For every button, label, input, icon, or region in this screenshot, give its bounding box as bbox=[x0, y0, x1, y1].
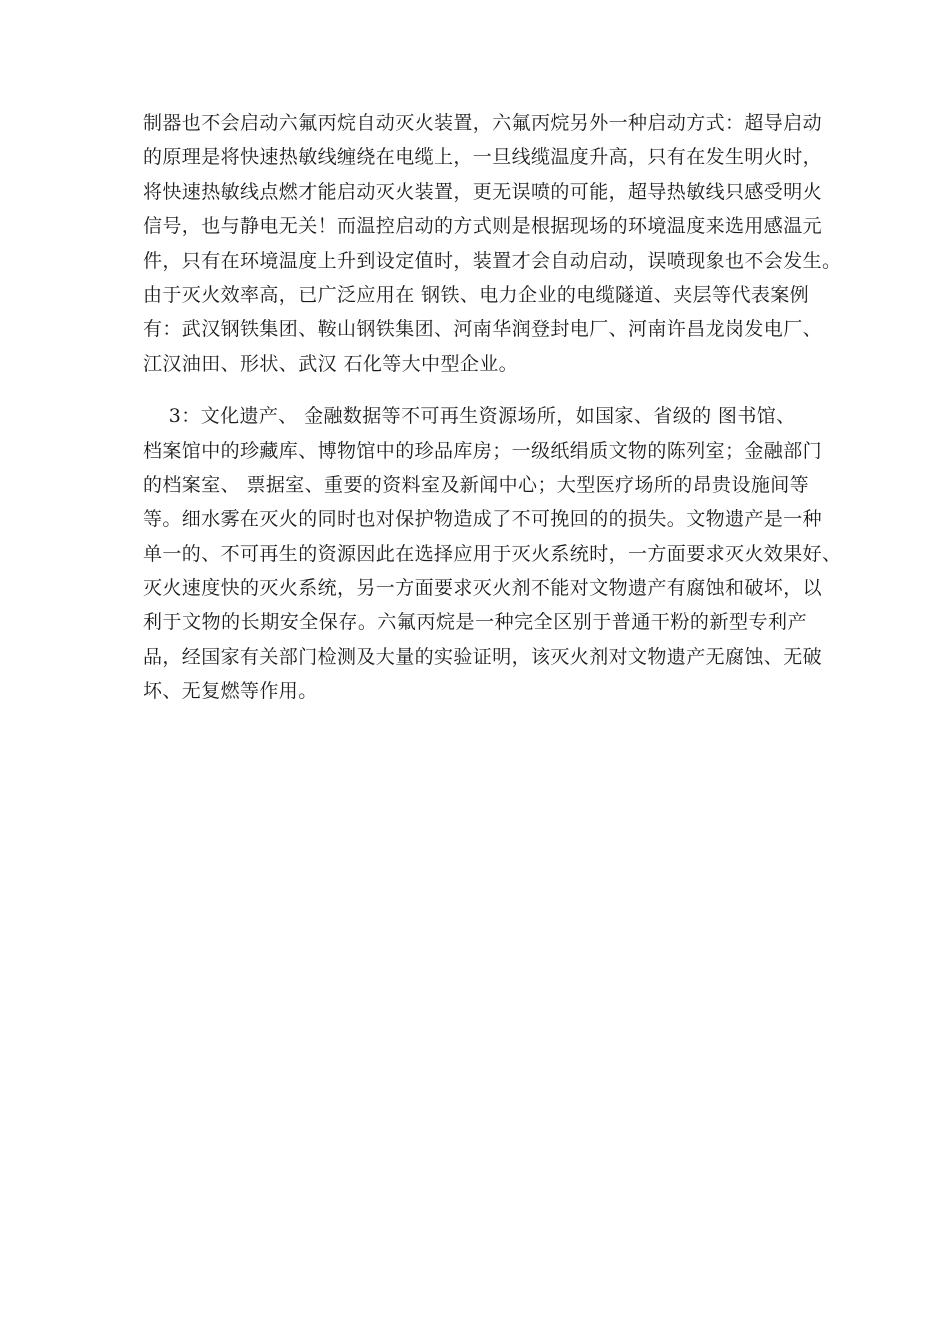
text-line: 的原理是将快速热敏线缠绕在电缆上，一旦线缆温度升高，只有在发生明火时， bbox=[143, 146, 823, 169]
text-line: 将快速热敏线点燃才能启动灭火装置，更无误喷的可能，超导热敏线只感受明火 bbox=[143, 180, 823, 203]
text-line: 的档案室、 票据室、重要的资料室及新闻中心；大型医疗场所的昂贵设施间等 bbox=[143, 473, 810, 496]
text-line: 江汉油田、形状、武汉 石化等大中型企业。 bbox=[143, 352, 519, 375]
text-line: 利于文物的长期安全保存。六氟丙烷是一种完全区别于普通干粉的新型专利产 bbox=[143, 611, 807, 634]
paragraph-cultural-heritage bbox=[143, 399, 842, 709]
text-line: 品，经国家有关部门检测及大量的实验证明，该灭火剂对文物遗产无腐蚀、无破 bbox=[143, 645, 823, 668]
text-line: 3：文化遗产、 金融数据等不可再生资源场所，如国家、省级的 图书馆、 bbox=[143, 405, 796, 428]
text-line: 灭火速度快的灭火系统，另一方面要求灭火剂不能对文物遗产有腐蚀和破坏，以 bbox=[143, 577, 823, 600]
text-line: 单一的、不可再生的资源因此在选择应用于灭火系统时，一方面要求灭火效果好、 bbox=[143, 542, 842, 565]
paragraph-spacer bbox=[143, 381, 807, 399]
text-line: 坏、无复燃等作用。 bbox=[143, 680, 318, 703]
text-line: 信号，也与静电无关！而温控启动的方式则是根据现场的环境温度来选用感温元 bbox=[143, 215, 823, 238]
text-line: 件，只有在环境温度上升到设定值时，装置才会自动启动，误喷现象也不会发生。 bbox=[143, 249, 842, 272]
text-line: 等。细水雾在灭火的同时也对保护物造成了不可挽回的的损失。文物遗产是一种 bbox=[143, 508, 823, 531]
text-line: 档案馆中的珍藏库、博物馆中的珍品库房；一级纸绢质文物的陈列室；金融部门 bbox=[143, 439, 823, 462]
text-line: 有：武汉钢铁集团、鞍山钢铁集团、河南华润登封电厂、河南许昌龙岗发电厂、 bbox=[143, 318, 823, 341]
text-line: 由于灭火效率高，已广泛应用在 钢铁、电力企业的电缆隧道、夹层等代表案例 bbox=[143, 283, 810, 306]
document-body bbox=[143, 106, 842, 709]
text-line: 制器也不会启动六氟丙烷自动灭火装置，六氟丙烷另外一种启动方式：超导启动 bbox=[143, 112, 823, 134]
paragraph-fire-suppression-activation bbox=[143, 106, 842, 381]
